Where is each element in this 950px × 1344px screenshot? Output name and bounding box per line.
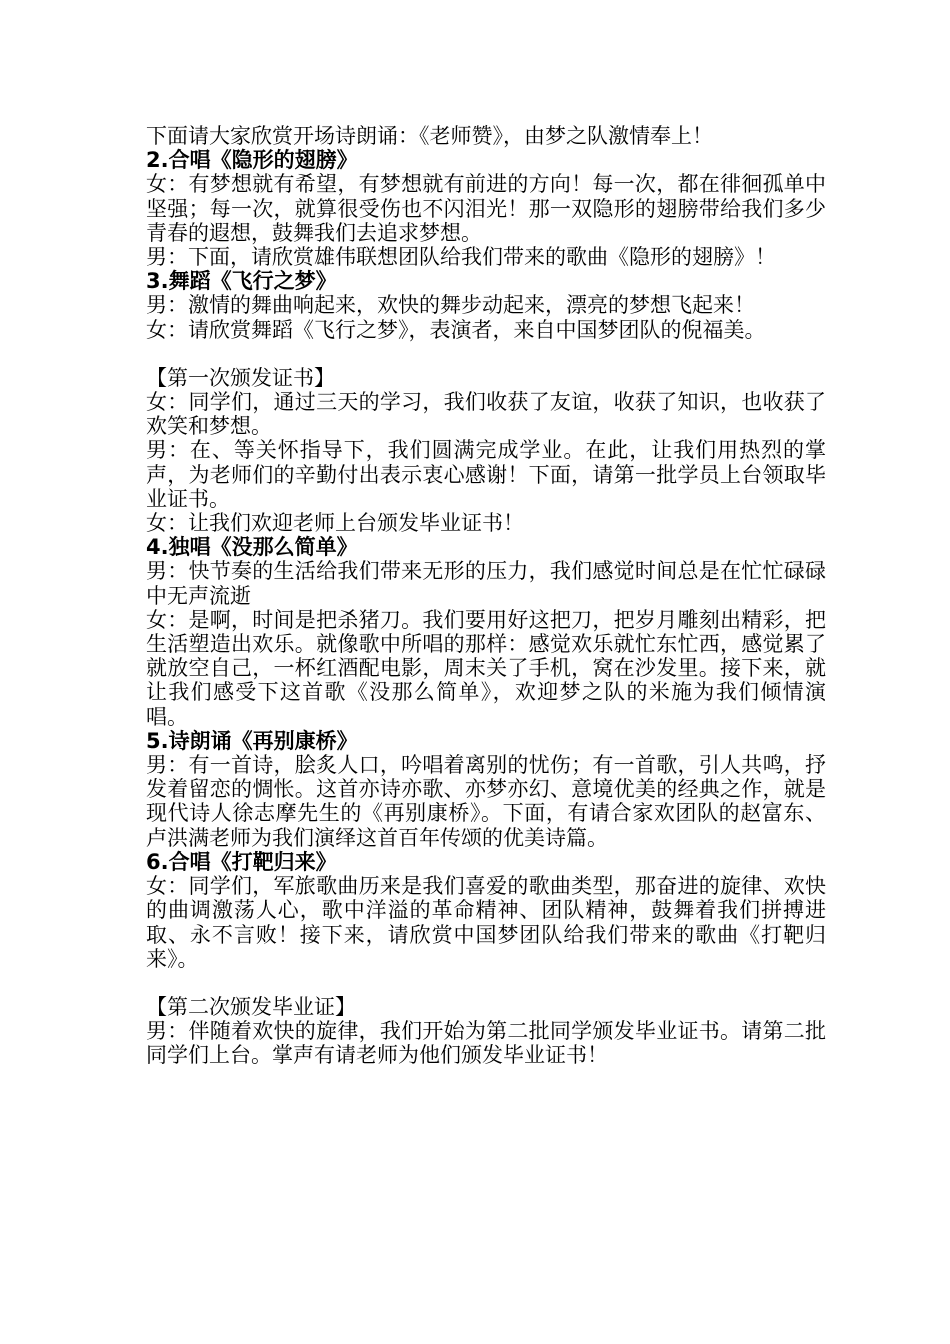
document-page	[146, 124, 826, 1068]
paragraph: 女：同学们，军旅歌曲历来是我们喜爱的歌曲类型，那奋进的旋律、欢快的曲调激荡人心，歌中洋溢的革命精神、团队精神，鼓舞着我们拼搏进取、永不言败！接下来，请欣赏中国梦团队给我们带来的歌曲《打靶归来》。	[146, 874, 826, 971]
paragraph: 【第二次颁发毕业证】	[146, 994, 356, 1019]
paragraph: 女：请欣赏舞蹈《飞行之梦》，表演者，来自中国梦团队的倪福美。	[146, 317, 766, 342]
paragraph: 男：快节奏的生活给我们带来无形的压力，我们感觉时间总是在忙忙碌碌中无声流逝	[146, 559, 826, 608]
paragraph: 男：下面，请欣赏雄伟联想团队给我们带来的歌曲《隐形的翅膀》！	[146, 245, 776, 270]
section-heading: 5.诗朗诵《再别康桥》	[146, 728, 358, 753]
blank-line	[146, 342, 826, 366]
paragraph: 男：有一首诗，脍炙人口，吟唱着离别的忧伤；有一首歌，引人共鸣，抒发着留恋的惆怅。这首亦诗亦歌、亦梦亦幻、意境优美的经典之作，就是现代诗人徐志摩先生的《再别康桥》。下面，有请合家欢团队的赵富东、卢洪满老师为我们演绎这首百年传颂的优美诗篇。	[146, 753, 826, 850]
section-heading: 3.舞蹈《飞行之梦》	[146, 269, 337, 294]
paragraph: 下面请大家欣赏开场诗朗诵：《老师赞》，由梦之队激情奉上！	[146, 124, 713, 148]
blank-line	[146, 971, 826, 995]
paragraph: 女：同学们，通过三天的学习，我们收获了友谊，收获了知识，也收获了欢笑和梦想。	[146, 390, 826, 439]
paragraph: 女：是啊，时间是把杀猪刀。我们要用好这把刀，把岁月雕刻出精彩，把生活塑造出欢乐。就像歌中所唱的那样：感觉欢乐就忙东忙西，感觉累了就放空自己，一杯红酒配电影，周末关了手机，窝在沙发里。接下来，就让我们感受下这首歌《没那么简单》，欢迎梦之队的米施为我们倾情演唱。	[146, 607, 826, 729]
section-heading: 2.合唱《隐形的翅膀》	[146, 148, 358, 173]
paragraph: 男：伴随着欢快的旋律，我们开始为第二批同学颁发毕业证书。请第二批同学们上台。掌声有请老师为他们颁发毕业证书！	[146, 1019, 826, 1068]
paragraph: 【第一次颁发证书】	[146, 365, 335, 390]
section-heading: 4.独唱《没那么简单》	[146, 535, 358, 560]
paragraph: 男：激情的舞曲响起来，欢快的舞步动起来，漂亮的梦想飞起来！	[146, 293, 755, 318]
section-heading: 6.合唱《打靶归来》	[146, 849, 337, 874]
paragraph: 男：在、等关怀指导下，我们圆满完成学业。在此，让我们用热烈的掌声，为老师们的辛勤付出表示衷心感谢！下面，请第一批学员上台领取毕业证书。	[146, 438, 826, 511]
paragraph: 女：让我们欢迎老师上台颁发毕业证书！	[146, 511, 524, 536]
paragraph: 女：有梦想就有希望，有梦想就有前进的方向！每一次，都在徘徊孤单中坚强；每一次，就算很受伤也不闪泪光！那一双隐形的翅膀带给我们多少青春的遐想，鼓舞我们去追求梦想。	[146, 172, 826, 245]
